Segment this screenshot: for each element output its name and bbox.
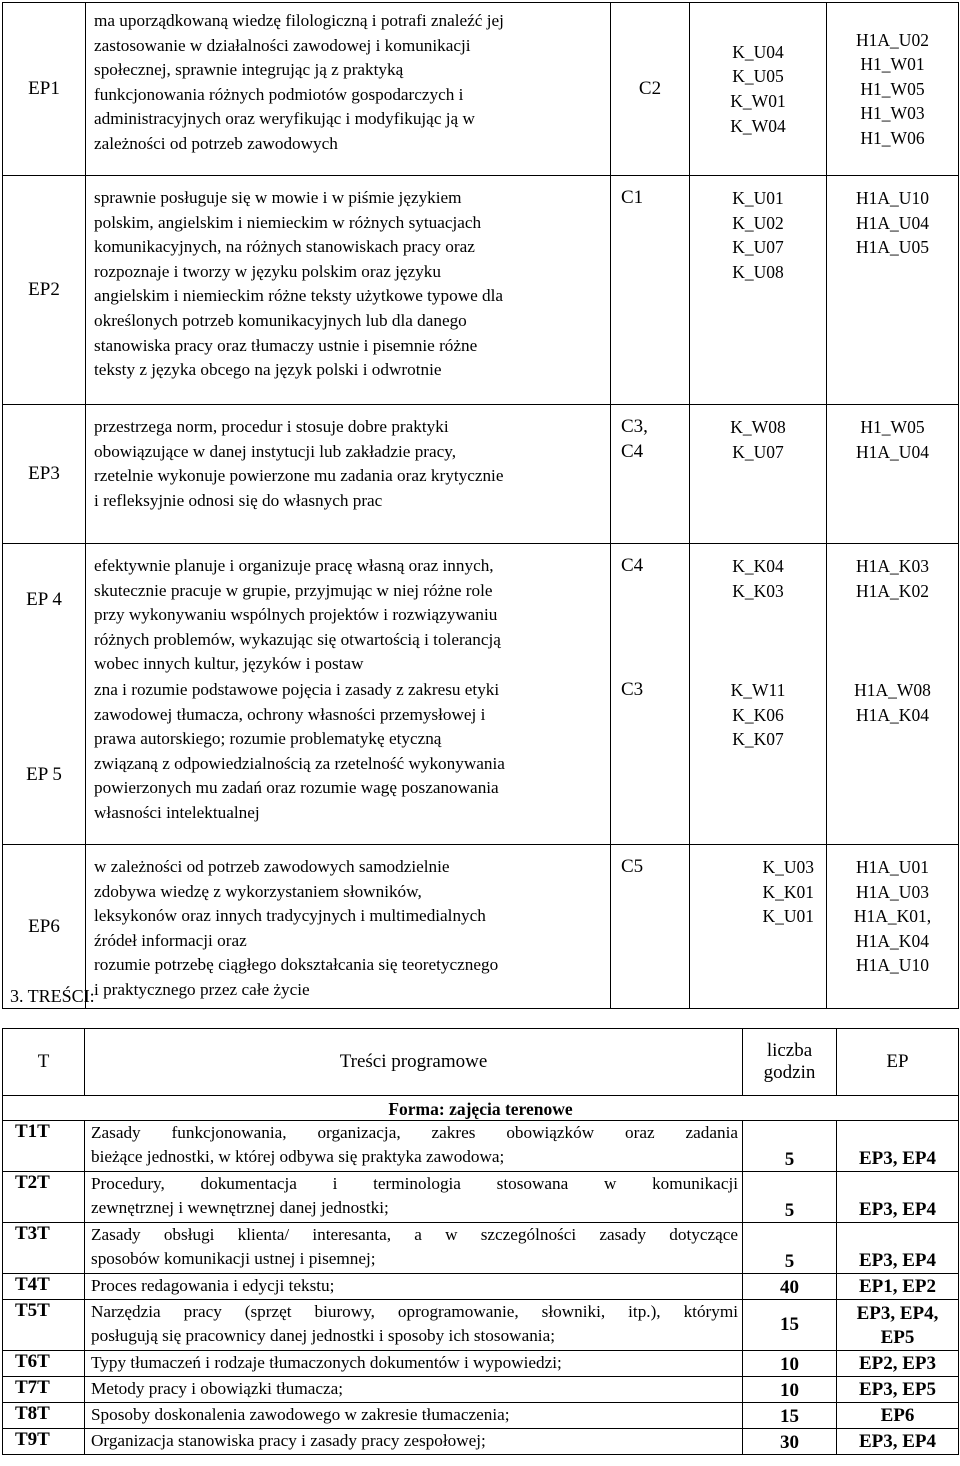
desc-line: i praktycznego przez całe życie [94, 979, 310, 999]
desc-line: zastosowanie w działalności zawodowej i komunikacji [94, 35, 471, 55]
h-code: H1A_U10 [856, 188, 929, 208]
content-ep-line: EP5 [880, 1327, 915, 1348]
effect-h-codes [827, 405, 959, 544]
content-row [3, 1274, 959, 1300]
k-code: K_K03 [732, 580, 784, 601]
contents-table [2, 1028, 959, 1455]
content-description [85, 1223, 743, 1274]
content-ep: EP3, EP4 [837, 1223, 959, 1274]
goal-code: C1 [621, 187, 644, 208]
desc-line: zdobywa wiedzę z wykorzystaniem słowników, [94, 881, 422, 901]
desc-line: i refleksyjnie odnosi się do własnych prac [94, 490, 383, 510]
effect-description [86, 3, 611, 176]
effect-code: EP6 [3, 845, 86, 1009]
content-row [3, 1429, 959, 1455]
content-description [85, 1172, 743, 1223]
content-ep-line: EP3, EP4, [856, 1303, 939, 1324]
h-code: H1_W05 [860, 78, 925, 99]
desc-line: prawa autorskiego; rozumie problematykę etyczną [94, 729, 442, 749]
content-description [85, 1351, 743, 1377]
content-code: T4T [3, 1274, 85, 1300]
h-code: H1A_U02 [856, 29, 929, 50]
content-row [3, 1403, 959, 1429]
content-code: T3T [3, 1223, 85, 1274]
effect-k-codes [690, 176, 827, 405]
content-ep: EP1, EP2 [837, 1274, 959, 1300]
header-ep: EP [837, 1029, 959, 1096]
effect-row-ep6 [3, 845, 959, 1009]
desc-line: skutecznie pracuje w grupie, przyjmując w niej różne role [94, 580, 493, 600]
desc-line: administracyjnych oraz weryfikując i modyfikując ją w [94, 109, 475, 129]
h-code: H1_W05 [860, 417, 925, 437]
effect-k-codes [690, 3, 827, 176]
content-hours: 10 [743, 1377, 837, 1403]
content-description [85, 1121, 743, 1172]
desc-line: teksty z języka obcego na język polski i odwrotnie [94, 360, 442, 380]
h-code: H1_W06 [860, 127, 925, 148]
k-code: K_W08 [730, 417, 786, 437]
effect-code: EP1 [3, 3, 86, 176]
desc-line: różnych problemów, wykazując się otwartością i tolerancją [94, 629, 501, 649]
k-code: K_K06 [732, 704, 784, 725]
content-line: Organizacja stanowiska pracy i zasady pracy zespołowej; [91, 1431, 486, 1450]
content-hours: 40 [743, 1274, 837, 1300]
desc-line: społecznej, sprawnie integrując ją z praktyką [94, 60, 404, 80]
effect-description [86, 544, 611, 845]
content-code: T6T [3, 1351, 85, 1377]
h-code: H1A_K03 [856, 556, 929, 576]
h-code: H1A_W08 [854, 680, 931, 700]
content-row [3, 1377, 959, 1403]
effect-code: EP2 [3, 176, 86, 405]
content-ep: EP3, EP5 [837, 1377, 959, 1403]
effect-goal [611, 405, 690, 544]
content-hours: 15 [743, 1403, 837, 1429]
content-description [85, 1274, 743, 1300]
desc-line: stanowiska pracy oraz tłumaczy ustnie i pisemnie różne [94, 335, 478, 355]
content-ep [837, 1300, 959, 1351]
desc-line: rozumie potrzebę ciągłego dokształcania się teoretycznego [94, 955, 499, 975]
content-row [3, 1300, 959, 1351]
k-code: K_U05 [732, 66, 784, 87]
goal-code: C3, [621, 416, 648, 437]
content-code: T1T [3, 1121, 85, 1172]
desc-line: wobec innych kultur, języków i postaw [94, 654, 364, 674]
h-code: H1A_K01, [853, 906, 932, 927]
content-line: posługują się pracownicy danej jednostki i sposoby ich stosowania; [91, 1326, 555, 1345]
effect-goal [611, 845, 690, 1009]
h-code: H1A_U10 [856, 955, 929, 976]
content-code: T5T [3, 1300, 85, 1351]
goal-code: C3 [621, 679, 644, 700]
content-hours: 5 [743, 1172, 837, 1223]
content-line: bieżące jednostki, w której odbywa się praktyka zawodowa; [91, 1147, 505, 1166]
header-hours [743, 1029, 837, 1096]
desc-line: własności intelektualnej [94, 802, 260, 822]
header-content: Treści programowe [85, 1029, 743, 1096]
desc-line: określonych potrzeb komunikacyjnych lub dla danego [94, 310, 467, 330]
effects-table [2, 2, 959, 1009]
content-line: Metody pracy i obowiązki tłumacza; [91, 1379, 343, 1398]
content-description [85, 1300, 743, 1351]
k-code: K_U07 [732, 441, 784, 462]
content-line: sposobów komunikacji ustnej i pisemnej; [91, 1249, 376, 1268]
goal-code: C4 [621, 555, 644, 576]
content-line: Zasady funkcjonowania, organizacja, zakres obowiązków oraz zadania [91, 1123, 738, 1142]
k-code: K_K04 [732, 556, 784, 576]
content-code: T8T [3, 1403, 85, 1429]
content-ep: EP6 [837, 1403, 959, 1429]
desc-line: przy wykonywaniu wspólnych projektów i rozwiązywaniu [94, 605, 498, 625]
content-ep: EP3, EP4 [837, 1121, 959, 1172]
effect-goal [611, 544, 690, 845]
h-code: H1A_U04 [856, 441, 929, 462]
section-title: 3. TREŚCI: [10, 986, 95, 1006]
h-code: H1A_U05 [856, 237, 929, 258]
desc-line: obowiązujące w danej instytucji lub zakładzie pracy, [94, 441, 457, 461]
header-t: T [3, 1029, 85, 1096]
k-code: K_K07 [732, 729, 784, 750]
k-code: K_U01 [732, 188, 784, 208]
k-code: K_W04 [730, 115, 786, 136]
content-ep: EP3, EP4 [837, 1172, 959, 1223]
effect-k-codes [690, 544, 827, 845]
content-description [85, 1403, 743, 1429]
effect-h-codes [827, 845, 959, 1009]
desc-line: źródeł informacji oraz [94, 930, 247, 950]
desc-line: rzetelnie wykonuje powierzone mu zadania oraz krytycznie [94, 466, 504, 486]
h-code: H1A_U04 [856, 212, 929, 233]
h-code: H1A_K04 [856, 930, 929, 951]
k-code: K_U01 [762, 906, 814, 927]
effect-row-ep4-ep5 [3, 544, 959, 845]
desc-line: w zależności od potrzeb zawodowych samodzielnie [94, 857, 450, 876]
content-line: Sposoby doskonalenia zawodowego w zakresie tłumaczenia; [91, 1405, 510, 1424]
effect-h-codes [827, 544, 959, 845]
content-ep: EP2, EP3 [837, 1351, 959, 1377]
effect-row-ep2 [3, 176, 959, 405]
effect-k-codes [690, 845, 827, 1009]
header-hours-line: godzin [763, 1062, 816, 1083]
h-code: H1_W01 [860, 54, 925, 75]
effect-description [86, 176, 611, 405]
effect-code: EP 5 [26, 764, 62, 785]
effect-h-codes [827, 176, 959, 405]
content-code: T2T [3, 1172, 85, 1223]
desc-line: zawodowej tłumacza, ochrony własności przemysłowej i [94, 704, 486, 724]
k-code: K_K01 [762, 881, 814, 902]
effect-row-ep3 [3, 405, 959, 544]
desc-line: zna i rozumie podstawowe pojęcia i zasady z zakresu etyki [94, 680, 500, 699]
effect-code: EP 4 [26, 589, 62, 610]
content-line: zewnętrznej i wewnętrznej danej jednostki; [91, 1198, 389, 1217]
goal-code: C4 [621, 440, 644, 462]
desc-line: funkcjonowania różnych podmiotów gospodarczych i [94, 84, 464, 104]
content-line: Typy tłumaczeń i rodzaje tłumaczonych dokumentów i wypowiedzi; [91, 1353, 562, 1372]
k-code: K_U07 [732, 237, 784, 258]
k-code: K_W11 [730, 680, 786, 700]
contents-header-row [3, 1029, 959, 1096]
content-row [3, 1121, 959, 1172]
effect-codes [3, 544, 86, 845]
content-row [3, 1351, 959, 1377]
desc-line: rozpoznaje i tworzy w języku polskim oraz języku [94, 261, 441, 281]
content-line: Narzędzia pracy (sprzęt biurowy, oprogramowanie, słowniki, itp.), którymi [91, 1302, 738, 1321]
k-code: K_W01 [730, 91, 786, 111]
effect-goal [611, 176, 690, 405]
effect-h-codes [827, 3, 959, 176]
desc-line: przestrzega norm, procedur i stosuje dobre praktyki [94, 417, 449, 436]
desc-line: polskim, angielskim i niemieckim w różnych sytuacjach [94, 212, 482, 232]
form-row [3, 1096, 959, 1121]
content-code: T9T [3, 1429, 85, 1455]
content-hours: 15 [743, 1300, 837, 1351]
effect-k-codes [690, 405, 827, 544]
content-hours: 10 [743, 1351, 837, 1377]
h-code: H1A_K02 [856, 580, 929, 601]
content-description [85, 1377, 743, 1403]
desc-line: zależności od potrzeb zawodowych [94, 133, 338, 153]
desc-line: komunikacyjnych, na różnych stanowiskach pracy oraz [94, 237, 475, 257]
effect-goal: C2 [611, 3, 690, 176]
k-code: K_U08 [732, 261, 784, 282]
k-code: K_U04 [732, 41, 784, 62]
content-line: Proces redagowania i edycji tekstu; [91, 1276, 335, 1295]
content-code: T7T [3, 1377, 85, 1403]
content-hours: 30 [743, 1429, 837, 1455]
effect-description [86, 405, 611, 544]
desc-line: angielskim i niemieckim różne teksty użytkowe typowe dla [94, 286, 504, 306]
content-description [85, 1429, 743, 1455]
content-ep: EP3, EP4 [837, 1429, 959, 1455]
k-code: K_U02 [732, 212, 784, 233]
desc-line: efektywnie planuje i organizuje pracę własną oraz innych, [94, 556, 494, 575]
desc-line: powierzonych mu zadań oraz rozumie wagę poszanowania [94, 778, 499, 798]
h-code: H1_W03 [860, 103, 925, 124]
content-hours: 5 [743, 1121, 837, 1172]
h-code: H1A_U01 [856, 857, 929, 877]
content-row [3, 1172, 959, 1223]
goal-code: C5 [621, 856, 644, 877]
desc-line: leksykonów oraz innych tradycyjnych i multimedialnych [94, 906, 486, 926]
content-row [3, 1223, 959, 1274]
effect-description [86, 845, 611, 1009]
desc-line: związaną z odpowiedzialnością za rzetelność wykonywania [94, 753, 505, 773]
k-code: K_U03 [762, 857, 814, 877]
header-hours-line: liczba [766, 1040, 813, 1061]
content-line: Zasady obsługi klienta/ interesanta, a w szczególności zasady dotyczące [91, 1225, 738, 1244]
effect-row-ep1 [3, 3, 959, 176]
content-line: Procedury, dokumentacja i terminologia stosowana w komunikacji [91, 1174, 738, 1193]
desc-line: sprawnie posługuje się w mowie i w piśmie językiem [94, 188, 462, 207]
effect-code: EP3 [3, 405, 86, 544]
form-label: Forma: zajęcia terenowe [3, 1096, 959, 1121]
h-code: H1A_U03 [856, 881, 929, 902]
h-code: H1A_K04 [856, 704, 929, 725]
desc-line: ma uporządkowaną wiedzę filologiczną i potrafi znaleźć jej [94, 11, 504, 30]
content-hours: 5 [743, 1223, 837, 1274]
